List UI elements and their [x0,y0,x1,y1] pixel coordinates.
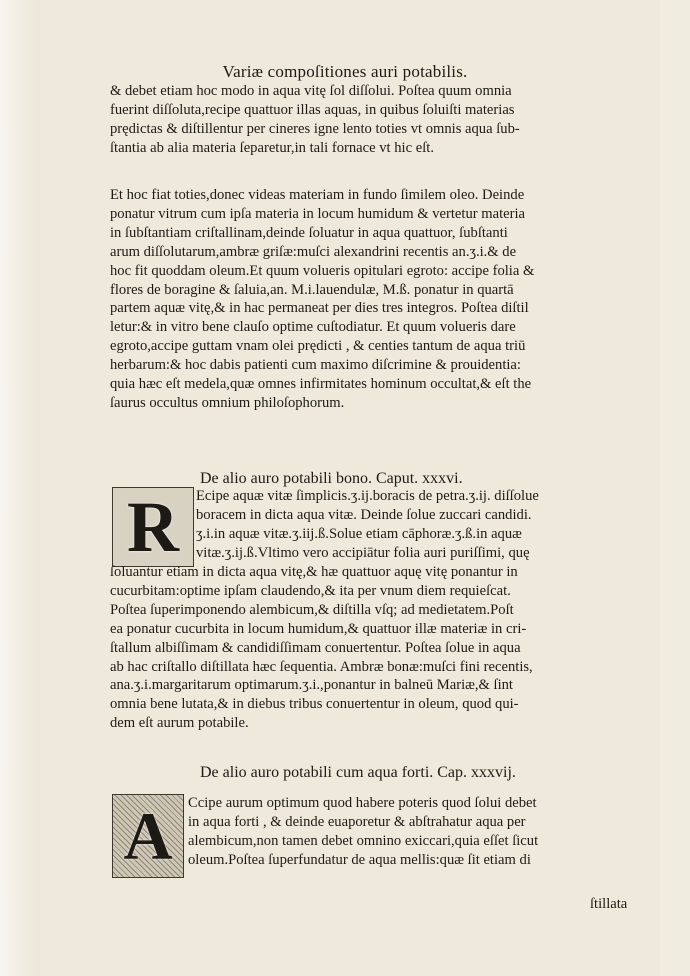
chapter-heading-xxxvii: De alio auro potabili cum aqua forti. Cap. xxxvij. [200,764,516,781]
text-line: cucurbitam:optime ipſam claudendo,& ita per vnum diem requieſcat. [110,582,511,599]
text-line: ab hac criſtallo diſtillata hæc ſequentia. Ambræ bonæ:muſci fini recentis, [110,658,533,675]
text-line: quia hæc eſt medela,quæ omnes infirmitates hominum occultat,& eſt the [110,376,532,393]
text-line: flores de boragine & ſaluia,an. M.i.lauendulæ, M.ß. ponatur in quartā [110,281,514,298]
text-line: ſaurus occultus omnium philoſophorum. [110,394,345,411]
text-line: ſtantia ab alia materia ſeparetur,in tali fornace vt hic eſt. [110,139,434,156]
text-line: egroto,accipe guttam vnam olei prędicti , & centies tantum de aqua triū [110,338,526,355]
text-line: partem aquæ vitę,& in hac permaneat per dies tres integros. Poſtea diſtil [110,300,529,317]
catchword: ſtillata [590,896,628,912]
text-line: ana.ʒ.i.margaritarum optimarum.ʒ.i.,ponantur in balneū Mariæ,& ſint [110,677,513,694]
text-line: herbarum:& hoc dabis patienti cum maximo diſcrimine & prouidentia: [110,357,521,374]
text-line: prędictas & diſtillentur per cineres igne lento toties vt omnis aqua ſub- [110,120,520,137]
initial-letter: R [127,487,179,567]
text-line: alembicum,non tamen debet omnino exiccari,quia eſſet ſicut [188,832,539,849]
decorated-initial-r [112,487,194,567]
text-line: Poſtea ſuperimponendo alembicum,& diſtilla vſq; ad medietatem.Poſt [110,601,514,618]
running-head: Variæ compoſitiones auri potabilis. [222,62,468,81]
text-line: fuerint diſſoluta,recipe quattuor illas aquas, in quibus ſoluiſti materias [110,101,515,118]
text-line: ea ponatur cucurbita in locum humidum,& quattuor illæ materiæ in cri- [110,620,527,637]
text-line: hoc fit quoddam oleum.Et quum volueris opitulari egroto: accipe folia & [110,262,535,279]
text-line: arum diſſolutarum,ambræ griſæ:muſci alexandrini recentis an.ʒ.i.& de [110,243,517,260]
paragraph-2 [110,186,662,413]
paragraph-3-continued [110,563,662,733]
paragraph-3-indented [196,487,662,563]
initial-letter: A [123,797,173,874]
text-line: ponatur vitrum cum ipſa materia in locum humidum & vertetur materia [110,205,525,222]
decorated-initial-a [112,794,184,878]
paragraph-1 [110,82,662,158]
text-line: letur:& in vitro bene clauſo optime cuſtodiatur. Et quum volueris dare [110,319,516,336]
paragraph-4-indented [188,794,662,870]
text-line: in ſubſtantiam criſtallinam,deinde ſoluatur in aqua quattuor, ſubſtanti [110,224,508,241]
text-line: ʒ.i.in aquæ vitæ.ʒ.iij.ß.Solue etiam cāphoræ.ʒ.ß.in aquæ [196,525,522,542]
text-line: vitæ.ʒ.ij.ß.Vltimo vero accipiātur folia auri puriſſimi, quę [196,544,530,561]
text-line: & debet etiam hoc modo in aqua vitę ſol diſſolui. Poſtea quum omnia [110,83,512,99]
text-line: dem eſt aurum potabile. [110,715,249,732]
binding-edge [0,0,40,976]
text-line: ſoluantur etiam in dicta aqua vitę,& hæ quattuor aquę vitę ponantur in [110,564,518,580]
text-line: Et hoc fiat toties,donec videas materiam in fundo ſimilem oleo. Deinde [110,187,525,203]
text-line: Ccipe aurum optimum quod habere poteris quod ſolui debet [188,795,537,811]
text-line: boracem in dicta aqua vitæ. Deinde ſolue zuccari candidi. [196,506,532,523]
text-line: ſtallum albiſſimam & candidiſſimam conuertentur. Poſtea ſolue in aqua [110,639,521,656]
chapter-heading-xxxvi: De alio auro potabili bono. Caput. xxxvi. [200,470,463,487]
text-line: oleum.Poſtea ſuperfundatur de aqua mellis:quæ ſit etiam di [188,851,531,868]
text-line: Ecipe aquæ vitæ ſimplicis.ʒ.ij.boracis de petra.ʒ.ij. diſſolue [196,488,539,504]
text-line: omnia bene lutata,& in diebus tribus conuertentur in oleum, quod qui- [110,696,519,713]
text-line: in aqua forti , & deinde euaporetur & abſtrahatur aqua per [188,813,526,830]
